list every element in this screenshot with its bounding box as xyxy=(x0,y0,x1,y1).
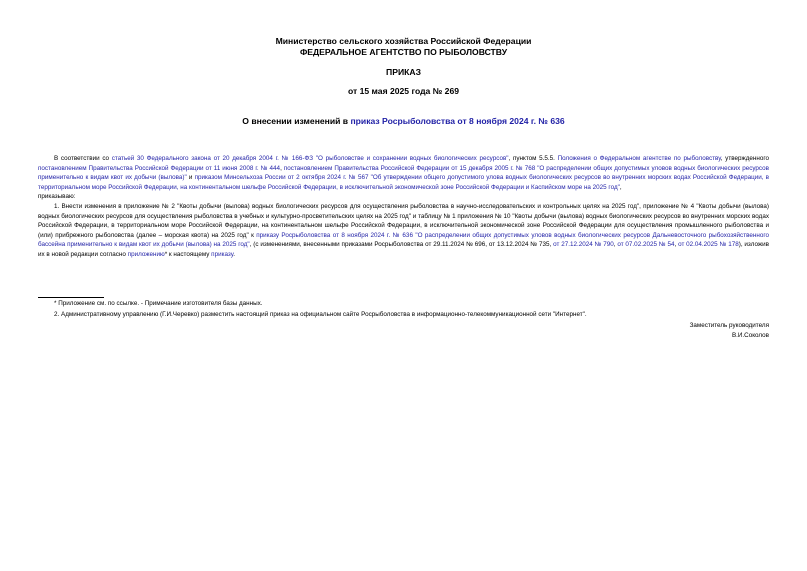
item-2-paragraph: 2. Административному управлению (Г.И.Черевко) разместить настоящий приказ на официальном сайте Росрыболовства в информационно-телекоммуникационной сети "Интернет". xyxy=(54,311,587,318)
preamble-text: , утвержденного xyxy=(720,155,769,162)
document-header xyxy=(0,36,807,58)
order-178-link[interactable]: от 02.04.2025 № 178 xyxy=(678,241,739,249)
footnote-block xyxy=(38,299,769,309)
footnote-separator xyxy=(38,297,104,298)
agency-name: ФЕДЕРАЛЬНОЕ АГЕНТСТВО ПО РЫБОЛОВСТВУ xyxy=(299,47,508,57)
appendix-link[interactable]: приложению xyxy=(127,250,165,258)
preamble-text: , пунктом 5.5.5. xyxy=(508,155,558,162)
order-54-link[interactable]: от 07.02.2025 № 54 xyxy=(617,241,675,249)
item-text: . xyxy=(233,250,236,258)
signature-block xyxy=(690,321,769,340)
preamble-text: и xyxy=(186,174,195,182)
resolution-444-link[interactable]: постановлением Правительства Российской Федерации от 11 июня 2008 г. № 444 xyxy=(38,164,281,172)
preamble-text: В соответствии со xyxy=(54,155,112,162)
item-text: 1. Внести изменения в приложение № 2 "Квоты добычи (вылова) водных биологических ресурсов для осуществления рыболовства в научно-исследовательских и контрольных целях на 2025 год", приложение № 4 "Квоты добычи (вылова) водных биологических ресурсов для осуществления рыболовства в учебных и культурно-просветительских целях на 2025 год" и таблицу № 1 приложения № 10 "Квоты добычи (вылова) водных биологических ресурсов во внутренних морских водах Российской Федерации, в территориальном море Российской Федерации, на континентальном шельфе Российской Федерации, в исключительной экономической зоне Российской Федерации для осуществления промышленного рыболовства и (или) прибрежного рыболовства (далее – морская квота) на 2025 год" к xyxy=(38,202,769,239)
signature-position: Заместитель руководителя xyxy=(689,322,769,329)
orders-label: приказываю: xyxy=(38,193,76,201)
item-text: ), изложив их в новой редакции согласно xyxy=(38,241,769,258)
item-text: , xyxy=(613,241,618,249)
item-text: * к настоящему xyxy=(164,250,212,258)
title-prefix: О внесении изменений в xyxy=(242,116,351,126)
law-link[interactable]: статьей 30 Федерального закона от 20 декабря 2004 г. № 166-ФЗ "О рыболовстве и сохранении водных биологических ресурсов" xyxy=(111,155,509,162)
item-text: , xyxy=(674,241,679,249)
signature-name: В.И.Соколов xyxy=(731,331,769,339)
document-body xyxy=(38,154,769,260)
doc-type: ПРИКАЗ xyxy=(386,67,421,77)
preamble-paragraph xyxy=(38,154,769,192)
item-2-block xyxy=(38,310,769,320)
order-790-link[interactable]: от 27.12.2024 № 790 xyxy=(553,241,614,249)
footnote: * Приложение см. по ссылке. - Примечание изготовителя базы данных. xyxy=(54,300,263,307)
title-link[interactable]: приказ Росрыболовства от 8 ноября 2024 г. № 636 xyxy=(350,116,565,126)
resolution-768-link[interactable]: постановлением Правительства Российской Федерации от 15 декабря 2005 г. № 768 "О распределении общих допустимых уловов водных биологических ресурсов применительно к видам квот их добычи (вылова)" xyxy=(38,164,769,182)
ministry-name: Министерство сельского хозяйства Российской Федерации xyxy=(275,36,532,46)
order-636-link[interactable]: приказу Росрыболовства от 8 ноября 2024 г. № 636 "О распределении общих допустимых уловов водных биологических ресурсов Дальневосточного рыбохозяйственного бассейна применительно к видам квот их добычи (вылова) на 2025 год" xyxy=(38,231,769,249)
preamble-text: , xyxy=(280,164,284,172)
item-text: , (с изменениями, внесенными приказами Росрыболовства от 29.11.2024 № 696, от 13.12.2024 № 735, xyxy=(249,241,554,249)
document-title xyxy=(0,116,807,127)
item-1-paragraph xyxy=(38,202,769,260)
order-567-link[interactable]: приказом Минсельхоза России от 2 октября 2024 г. № 567 "Об утверждении общего допустимого улова водных биологических ресурсов во внутренних морских водах Российской Федерации, в территориальном море Российской Федерации, на континентальном шельфе Российской Федерации, в исключительной экономической зоне Российской Федерации и Каспийском море на 2025 год" xyxy=(38,174,770,191)
order-link[interactable]: приказу xyxy=(211,250,234,258)
date-number: от 15 мая 2025 года № 269 xyxy=(347,86,460,96)
regulation-link[interactable]: Положения о Федеральном агентстве по рыболовству xyxy=(557,155,721,162)
preamble-text: , xyxy=(619,183,622,191)
